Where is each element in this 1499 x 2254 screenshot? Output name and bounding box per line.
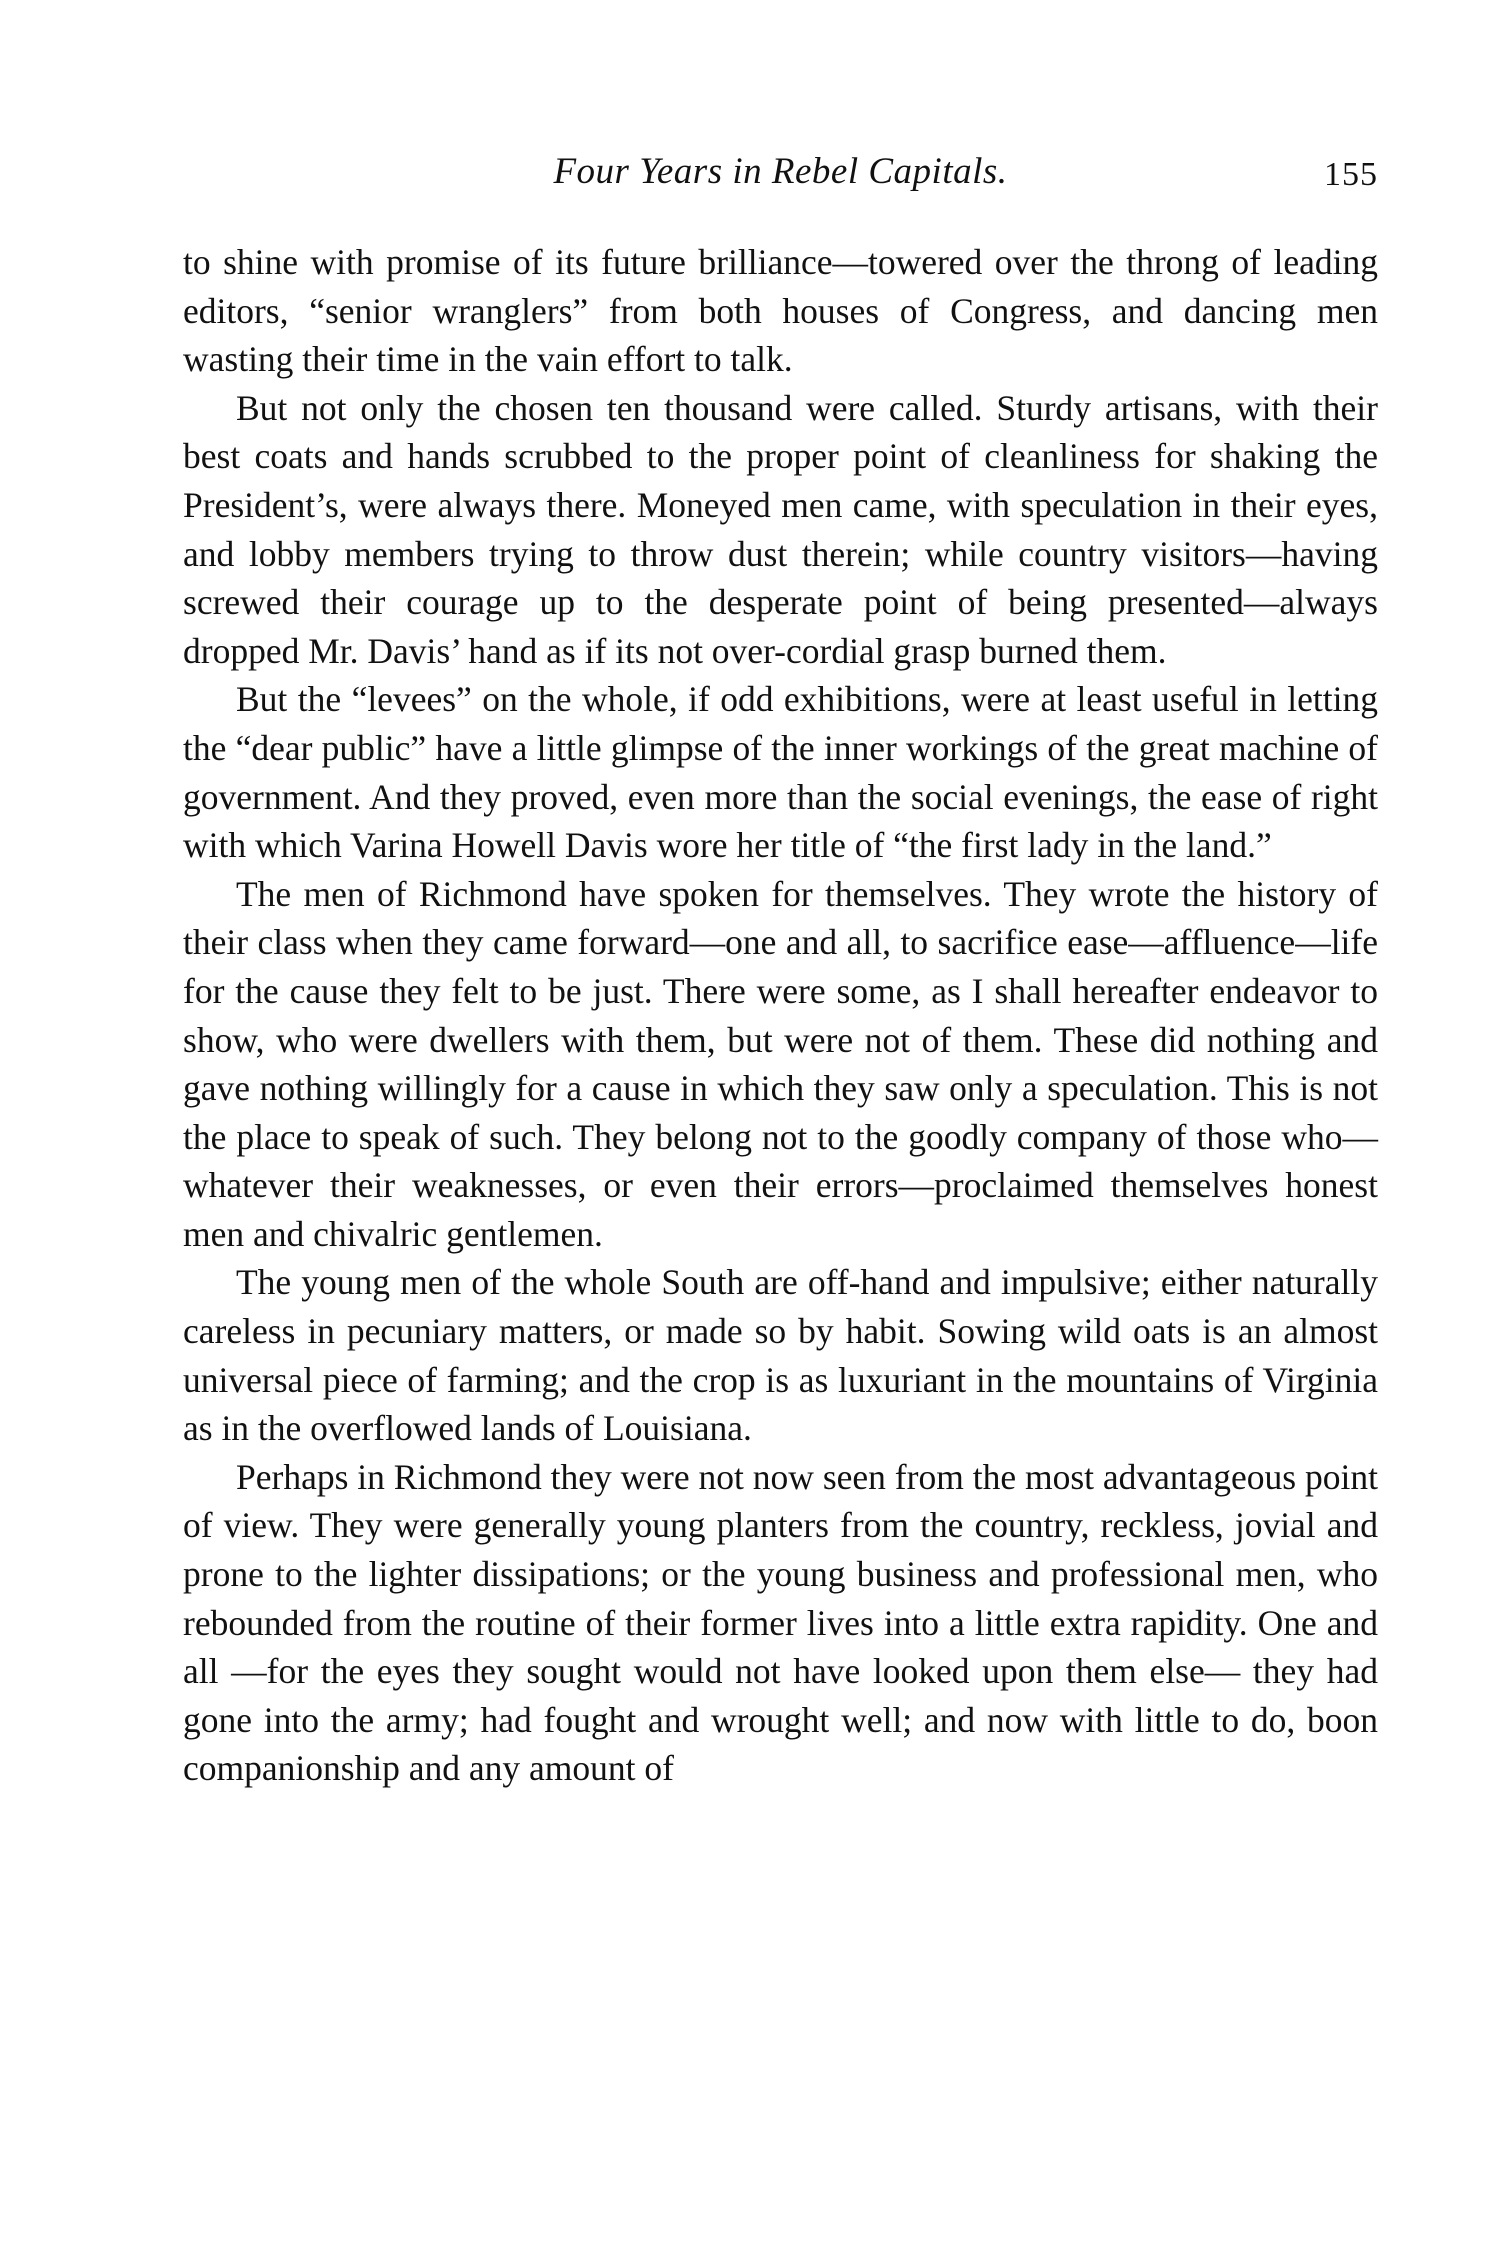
paragraph: The men of Richmond have spoken for themselves. They wrote the history of their class when they came forward—one and all, to sacrifice ease—affluence—life for the cause they felt to be just. There were some, as I shall hereafter endeavor to show, who were dwellers with them, but were not of them. These did nothing and gave nothing willingly for a cause in which they saw only a speculation. This is not the place to speak of such. They belong not to the goodly company of those who—whatever their weaknesses, or even their errors—proclaimed themselves honest men and chivalric gentlemen. xyxy=(183,873,1378,1254)
running-title: Four Years in Rebel Capitals. xyxy=(553,151,1008,192)
paragraph: The young men of the whole South are off-hand and impulsive; either naturally careless in pecuniary matters, or made so by habit. Sowing wild oats is an almost universal piece of farming; and the crop is as luxuriant in the mountains of Virginia as in the overflowed lands of Louisiana. xyxy=(183,1262,1378,1449)
paragraph: Perhaps in Richmond they were not now seen from the most advantageous point of view. They were generally young planters from the country, reckless, jovial and prone to the lighter dissipations; or the young business and professional men, who rebounded from the routine of their former lives into a little extra rapidity. One and all —for the eyes they sought would not have looked upon them else— they had gone into the army; had fought and wrought well; and now with little to do, boon companionship and any amount of xyxy=(183,1456,1378,1789)
paragraph-continuation: to shine with promise of its future brilliance—towered over the throng of leading editors, “senior wranglers” from both houses of Congress, and dancing men wasting their time in the vain effort to talk. xyxy=(183,242,1378,380)
paragraph: But not only the chosen ten thousand were called. Sturdy artisans, with their best coats and hands scrubbed to the proper point of cleanliness for shaking the President’s, were always there. Moneyed men came, with speculation in their eyes, and lobby members trying to throw dust therein; while country visitors—having screwed their courage up to the desperate point of being presented—always dropped Mr. Davis’ hand as if its not over-cordial grasp burned them. xyxy=(183,387,1378,671)
book-page xyxy=(183,150,1378,1793)
body-text xyxy=(183,238,1378,1793)
page-header xyxy=(183,150,1378,210)
page-number: 155 xyxy=(1324,156,1378,193)
paragraph: But the “levees” on the whole, if odd exhibitions, were at least useful in letting the “dear public” have a little glimpse of the inner workings of the great machine of government. And they proved, even more than the social evenings, the ease of right with which Varina Howell Davis wore her title of “the first lady in the land.” xyxy=(183,679,1378,866)
